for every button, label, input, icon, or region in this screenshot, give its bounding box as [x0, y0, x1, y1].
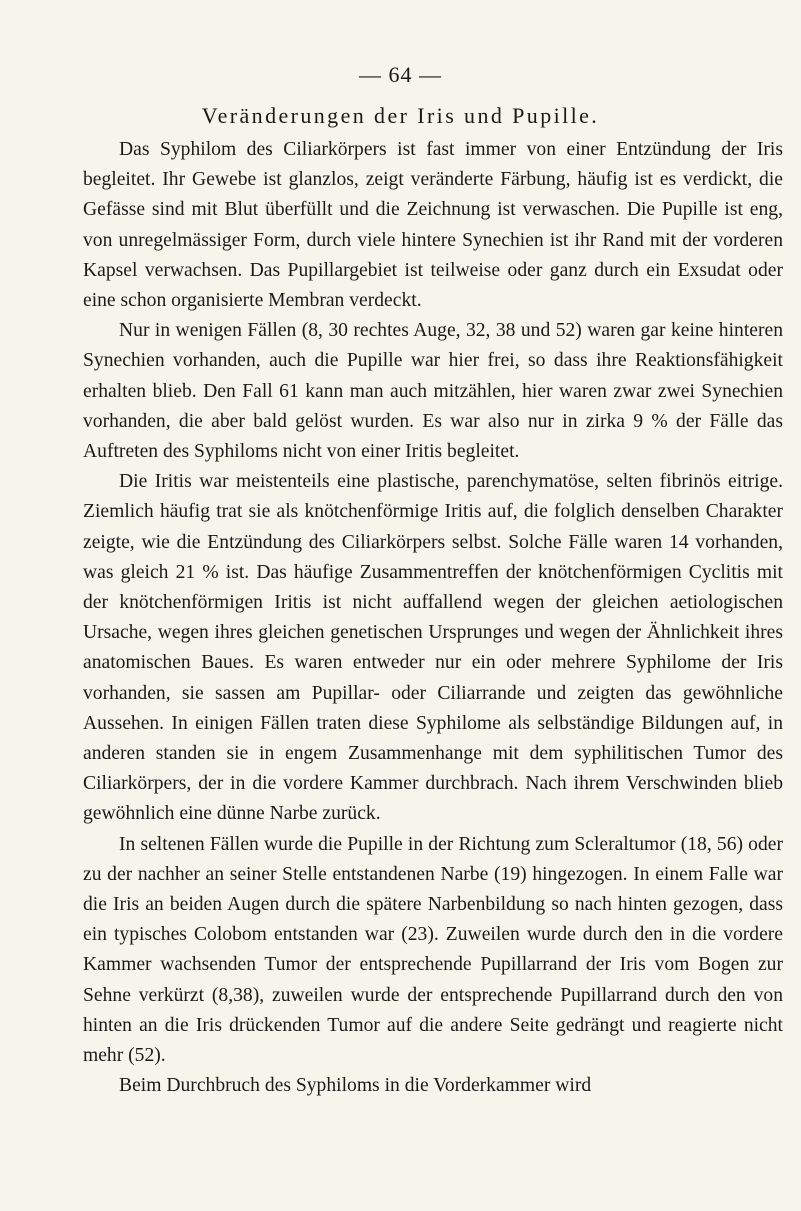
page-number: — 64 — — [359, 62, 442, 87]
paragraph: Nur in wenigen Fällen (8, 30 rechtes Auge, 32, 38 und 52) waren gar keine hinteren Synechien vorhanden, auch die Pupille war hier frei, so dass ihre Reaktionsfähigkeit erhalten blieb. Den Fall 61 kann man auch mitzählen, hier waren zwar zwei Synechien vorhanden, die aber bald gelöst wurden. Es war also nur in zirka 9 % der Fälle das Auftreten des Syphiloms nicht von einer Iritis begleitet. — [83, 320, 783, 463]
body-text — [83, 135, 783, 1102]
paragraph: Das Syphilom des Ciliarkörpers ist fast immer von einer Entzündung der Iris begleitet. Ihr Gewebe ist glanzlos, zeigt veränderte Färbung, häufig ist es verdickt, die Gefässe sind mit Blut überfüllt und die Zeichnung ist verwaschen. Die Pupille ist eng, von unregelmässiger Form, durch viele hintere Synechien ist ihr Rand mit der vorderen Kapsel verwachsen. Das Pupillargebiet ist teilweise oder ganz durch ein Exsudat oder eine schon organisierte Membran verdeckt. — [83, 139, 783, 312]
paragraph: Die Iritis war meistenteils eine plastische, parenchymatöse, selten fibrinös eitrige. Ziemlich häufig trat sie als knötchenförmige Iritis auf, die folglich denselben Charakter zeigte, wie die Entzündung des Ciliarkörpers selbst. Solche Fälle waren 14 vorhanden, was gleich 21 % ist. Das häufige Zusammentreffen der knötchenförmigen Cyclitis mit der knötchenförmigen Iritis ist nicht auffallend wegen der gleichen aetiologischen Ursache, wegen ihres gleichen genetischen Ursprunges und wegen der Ähnlichkeit ihres anatomischen Baues. Es waren entweder nur ein oder mehrere Syphilome der Iris vorhanden, sie sassen am Pupillar- oder Ciliarrande und zeigten das gewöhnliche Aussehen. In einigen Fällen traten diese Syphilome als selbständige Bildungen auf, in anderen standen sie in engem Zusammenhange mit dem syphilitischen Tumor des Ciliarkörpers, der in die vordere Kammer durchbrach. Nach ihrem Verschwinden blieb gewöhnlich eine dünne Narbe zurück. — [83, 471, 783, 825]
paragraph: In seltenen Fällen wurde die Pupille in der Richtung zum Scleraltumor (18, 56) oder zu der nachher an seiner Stelle entstandenen Narbe (19) hingezogen. In einem Falle war die Iris an beiden Augen durch die spätere Narbenbildung so nach hinten gezogen, dass ein typisches Colobom entstanden war (23). Zuweilen wurde durch den in die vordere Kammer wachsenden Tumor der entsprechende Pupillarrand der Iris vom Bogen zur Sehne verkürzt (8,38), zuweilen wurde der entsprechende Pupillarrand durch den von hinten an die Iris drückenden Tumor auf die andere Seite gedrängt und reagierte nicht mehr (52). — [83, 833, 783, 1067]
paragraph: Beim Durchbruch des Syphiloms in die Vorderkammer wird — [119, 1075, 592, 1097]
section-heading: Veränderungen der Iris und Pupille. — [201, 103, 600, 128]
